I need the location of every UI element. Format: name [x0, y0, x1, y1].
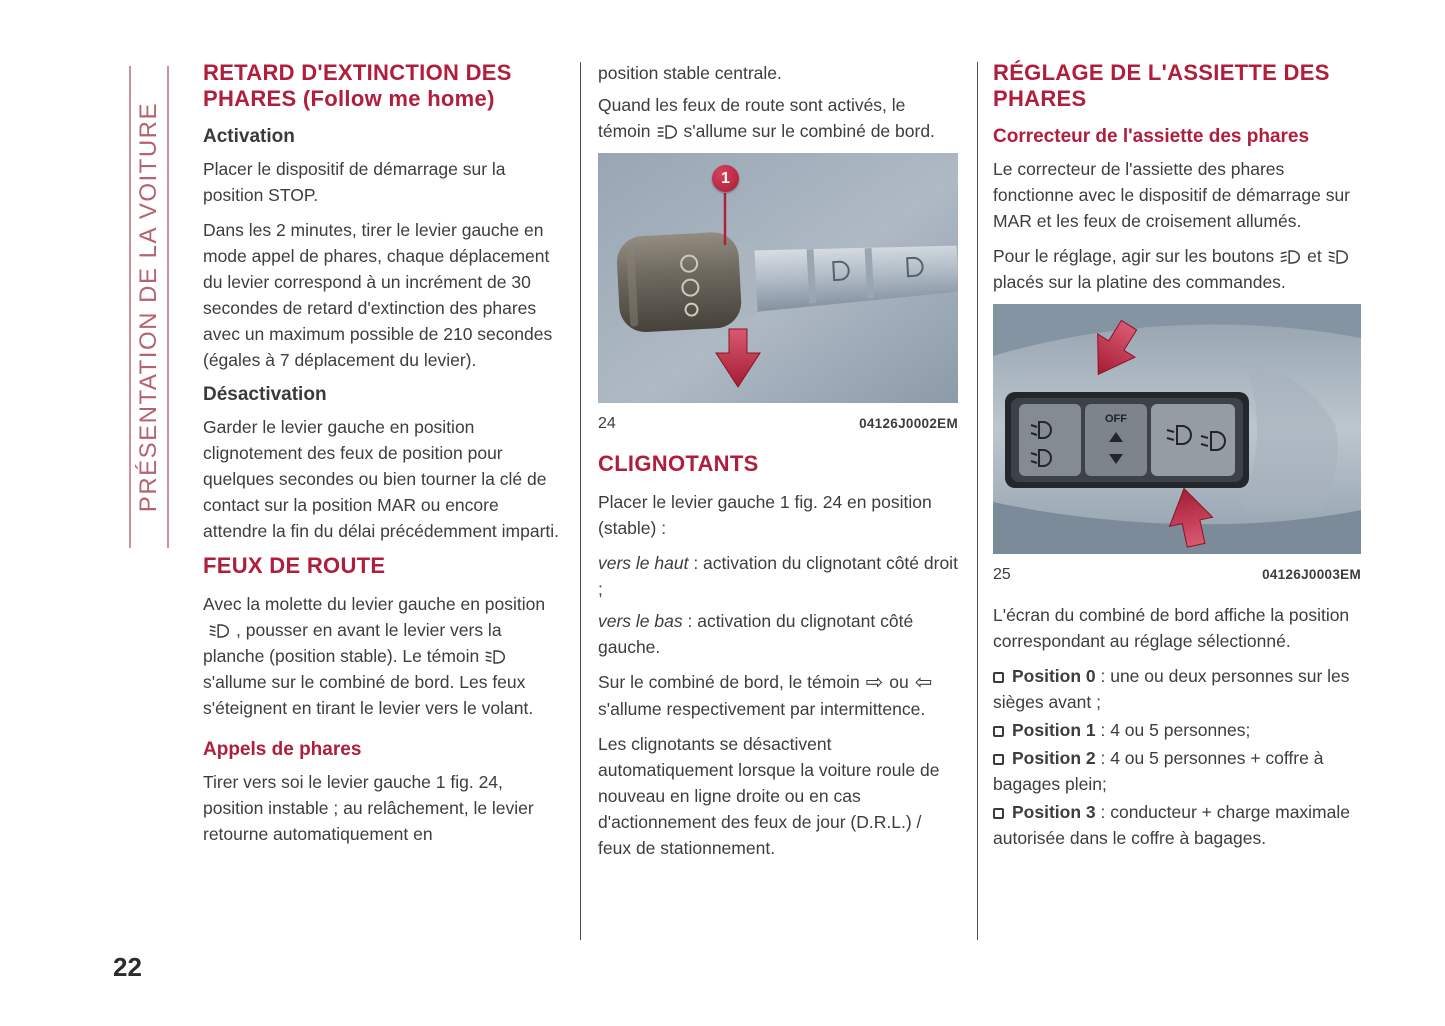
paragraph: position stable centrale.: [598, 63, 782, 83]
chapter-title-vertical: PRÉSENTATION DE LA VOITURE: [135, 101, 162, 513]
column-1: [203, 60, 561, 856]
figure-caption: [993, 562, 1361, 588]
headlight-leveling-down-icon: [1327, 249, 1350, 265]
subheading-desactivation: Désactivation: [203, 384, 327, 405]
text-run: s'allume sur le combiné de bord.: [683, 121, 935, 141]
text-run: s'allume sur le combiné de bord. Les feux s'éteignent en tirant le levier vers le volant.: [203, 672, 534, 718]
subheading-activation: Activation: [203, 126, 295, 147]
headlight-leveling-up-icon: [1279, 249, 1302, 265]
paragraph: Le correcteur de l'assiette des phares fonctionne avec le dispositif de démarrage sur MAR et les feux de croisement allumés.: [993, 159, 1351, 231]
square-bullet-icon: [993, 754, 1004, 765]
text-run: placés sur la platine des commandes.: [993, 272, 1286, 292]
position-text: : une ou deux personnes sur les sièges avant ;: [993, 666, 1350, 712]
text-run: et: [1307, 246, 1322, 266]
section-heading-reglage-assiette: RÉGLAGE DE L'ASSIETTE DES PHARES: [993, 60, 1330, 111]
figure-code: 04126J0003EM: [1262, 567, 1361, 582]
text-run: : activation du clignotant côté droit ;: [598, 553, 958, 599]
steering-column-lever-photo: [598, 153, 958, 403]
italic-run: vers le haut: [598, 553, 689, 573]
text-run: : activation du clignotant côté gauche.: [598, 611, 914, 657]
text-run: , pousser en avant le levier vers la planche (position stable). Le témoin: [203, 620, 502, 666]
section-heading-clignotants: CLIGNOTANTS: [598, 451, 759, 476]
page-number: 22: [113, 952, 142, 982]
text-run: Quand les feux de route sont activés, le témoin: [598, 95, 906, 141]
position-text: : conducteur + charge maximale autorisée dans le coffre à bagages.: [993, 802, 1350, 848]
text-run: Sur le combiné de bord, le témoin: [598, 672, 860, 692]
turn-signal-right-arrow-icon: ⇨: [865, 671, 884, 694]
paragraph: Placer le levier gauche 1 fig. 24 en position (stable) :: [598, 492, 932, 538]
subheading-appels-de-phares: Appels de phares: [203, 739, 362, 760]
position-item: [993, 663, 1361, 715]
fig24-callout-1: 1: [712, 165, 739, 192]
paragraph: Garder le levier gauche en position clignotement des feux de position pour quelques secondes ou bien tourner la clé de contact sur la position MAR ou encore attendre la fin du délai précédemment imparti.: [203, 417, 560, 541]
position-item: [993, 745, 1361, 797]
figure-25: [993, 304, 1361, 588]
paragraph: [598, 669, 958, 722]
position-label: Position 0: [1012, 666, 1096, 686]
turn-signal-left-arrow-icon: ⇦: [914, 671, 933, 694]
paragraph: Tirer vers soi le levier gauche 1 fig. 24, position instable ; au relâchement, le levier retourne automatiquement en: [203, 772, 534, 844]
text-run: Pour le réglage, agir sur les boutons: [993, 246, 1275, 266]
figure-number: 25: [993, 566, 1011, 583]
position-label: Position 3: [1012, 802, 1096, 822]
paragraph: [993, 243, 1361, 295]
column-divider: [977, 62, 978, 940]
position-label: Position 2: [1012, 748, 1096, 768]
paragraph: [598, 92, 958, 144]
paragraph: [598, 550, 958, 602]
text-run: Avec la molette du levier gauche en position: [203, 594, 546, 614]
figure-24: [598, 153, 958, 437]
column-2: [598, 60, 958, 870]
headlight-controls-photo: [993, 304, 1361, 554]
high-beam-headlight-icon: [656, 124, 679, 140]
column-3: [993, 60, 1361, 853]
paragraph: Les clignotants se désactivent automatiquement lorsque la voiture roule de nouveau en ligne droite ou en cas d'actionnement des feux de jour (D.R.L.) / feux de stationnement.: [598, 734, 940, 858]
position-text: : 4 ou 5 personnes;: [1095, 720, 1251, 740]
column-divider: [580, 62, 581, 940]
subheading-correcteur: Correcteur de l'assiette des phares: [993, 126, 1310, 147]
paragraph: [598, 608, 958, 660]
square-bullet-icon: [993, 672, 1004, 683]
position-label: Position 1: [1012, 720, 1096, 740]
paragraph: [203, 591, 561, 721]
position-text: : 4 ou 5 personnes + coffre à bagages plein;: [993, 748, 1324, 794]
italic-run: vers le bas: [598, 611, 683, 631]
low-beam-headlight-icon: [484, 649, 507, 665]
square-bullet-icon: [993, 808, 1004, 819]
off-label: OFF: [1105, 413, 1127, 425]
text-run: s'allume respectivement par intermittence.: [598, 699, 926, 719]
text-run: ou: [889, 672, 909, 692]
chapter-sidebar: [129, 66, 169, 548]
position-item: [993, 799, 1361, 851]
headlight-control-panel: [1005, 392, 1249, 488]
section-heading-follow-me-home: RETARD D'EXTINCTION DES PHARES (Follow me home): [203, 60, 512, 111]
position-item: [993, 717, 1361, 743]
square-bullet-icon: [993, 726, 1004, 737]
paragraph: L'écran du combiné de bord affiche la position correspondant au réglage sélectionné.: [993, 605, 1350, 651]
figure-caption: [598, 411, 958, 437]
low-beam-headlight-icon: [208, 623, 231, 639]
figure-code: 04126J0002EM: [859, 416, 958, 431]
figure-number: 24: [598, 415, 616, 432]
section-heading-feux-de-route: FEUX DE ROUTE: [203, 553, 386, 578]
paragraph: Placer le dispositif de démarrage sur la position STOP.: [203, 159, 506, 205]
paragraph: Dans les 2 minutes, tirer le levier gauche en mode appel de phares, chaque déplacement du levier correspond à un incrément de 30 secondes de retard d'extinction des phares avec un maximum possible de 210 secondes (égales à 7 déplacement du levier).: [203, 220, 553, 370]
